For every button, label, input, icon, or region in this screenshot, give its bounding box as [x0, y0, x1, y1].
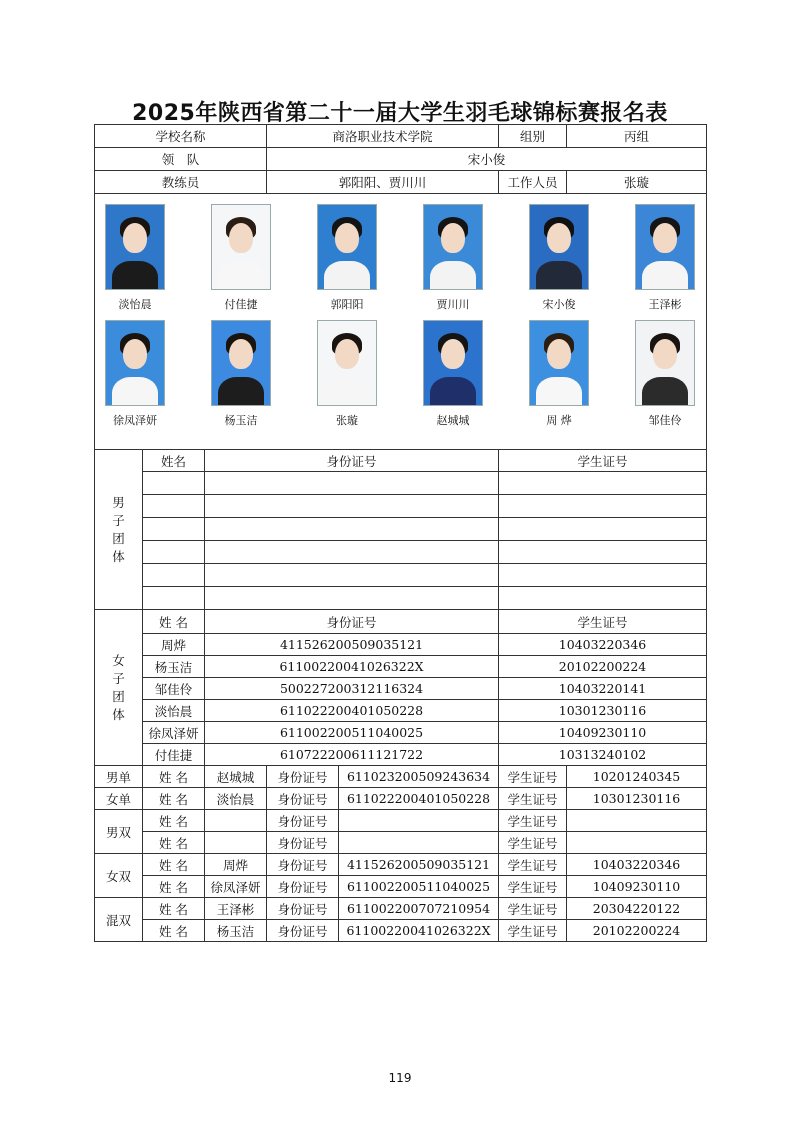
player-student-number: 20102200224: [567, 920, 707, 942]
id-label: 身份证号: [267, 832, 339, 854]
empty-sid-cell: [499, 587, 707, 610]
player-photo: [317, 204, 377, 312]
staff-value: 张璇: [567, 171, 707, 194]
group-value: 丙组: [567, 125, 707, 148]
photo-caption: 周 烨: [546, 414, 572, 427]
player-id-number: 61100220041026322X: [339, 920, 499, 942]
portrait-image: [423, 204, 483, 290]
event-label: 混双: [95, 898, 143, 942]
player-student-number: 10301230116: [499, 700, 707, 722]
id-label: 身份证号: [267, 766, 339, 788]
player-id-number: 61100220041026322X: [205, 656, 499, 678]
page-title: 2025年陕西省第二十一届大学生羽毛球锦标赛报名表: [132, 101, 668, 126]
portrait-image: [105, 204, 165, 290]
event-label: 女双: [95, 854, 143, 898]
women-team-header-row: [95, 610, 707, 634]
empty-sid-cell: [499, 564, 707, 587]
name-label: 姓 名: [143, 920, 205, 942]
col-header-id: 身份证号: [205, 610, 499, 634]
portrait-image: [105, 320, 165, 406]
sid-label: 学生证号: [499, 876, 567, 898]
player-student-number: 10403220141: [499, 678, 707, 700]
empty-id-cell: [205, 518, 499, 541]
table-row: [95, 541, 707, 564]
empty-sid-cell: [499, 495, 707, 518]
player-photo: [211, 204, 271, 312]
player-name: 周烨: [205, 854, 267, 876]
table-row: [95, 744, 707, 766]
sid-label: 学生证号: [499, 920, 567, 942]
player-student-number: 10301230116: [567, 788, 707, 810]
event-row: [95, 766, 707, 788]
player-id-number: 611002200707210954: [339, 898, 499, 920]
player-name: 淡怡晨: [205, 788, 267, 810]
table-row: [95, 634, 707, 656]
player-name: 王泽彬: [205, 898, 267, 920]
photo-caption: 邹佳伶: [648, 414, 682, 427]
player-id-number: 411526200509035121: [205, 634, 499, 656]
player-student-number: 10403220346: [499, 634, 707, 656]
event-row: [95, 832, 707, 854]
name-label: 姓 名: [143, 788, 205, 810]
player-photo: [317, 320, 377, 428]
table-row: [95, 656, 707, 678]
name-label: 姓 名: [143, 898, 205, 920]
player-student-number: 10409230110: [499, 722, 707, 744]
player-photo: [423, 320, 483, 428]
sid-label: 学生证号: [499, 810, 567, 832]
table-row: [95, 564, 707, 587]
empty-name-cell: [143, 541, 205, 564]
event-row: [95, 876, 707, 898]
event-label: 女单: [95, 788, 143, 810]
col-header-sid: 学生证号: [499, 450, 707, 472]
player-name: 杨玉洁: [143, 656, 205, 678]
group-label: 组别: [499, 125, 567, 148]
player-id-number: 500227200312116324: [205, 678, 499, 700]
registration-form: [94, 124, 707, 942]
player-photo: [211, 320, 271, 428]
portrait-image: [317, 204, 377, 290]
empty-name-cell: [143, 564, 205, 587]
men-team-header-row: [95, 450, 707, 472]
player-name: 杨玉洁: [205, 920, 267, 942]
event-row: [95, 810, 707, 832]
coach-row: [95, 171, 707, 194]
id-label: 身份证号: [267, 876, 339, 898]
player-photo: [529, 204, 589, 312]
event-row: [95, 854, 707, 876]
photo-caption: 贾川川: [436, 298, 470, 311]
player-id-number: 611022200401050228: [339, 788, 499, 810]
photo-caption: 宋小俊: [542, 298, 576, 311]
player-student-number: 10403220346: [567, 854, 707, 876]
sid-label: 学生证号: [499, 898, 567, 920]
men-team-label: 男子团体: [95, 450, 143, 610]
school-label: 学校名称: [95, 125, 267, 148]
player-photo: [635, 204, 695, 312]
sid-label: 学生证号: [499, 832, 567, 854]
player-photo: [105, 320, 165, 428]
player-name: [205, 810, 267, 832]
player-photo: [423, 204, 483, 312]
portrait-image: [529, 204, 589, 290]
page-number: 119: [388, 1071, 412, 1085]
name-label: 姓 名: [143, 766, 205, 788]
school-value: 商洛职业技术学院: [267, 125, 499, 148]
empty-id-cell: [205, 564, 499, 587]
player-id-number: 611002200511040025: [205, 722, 499, 744]
id-label: 身份证号: [267, 854, 339, 876]
player-id-number: 611002200511040025: [339, 876, 499, 898]
empty-name-cell: [143, 495, 205, 518]
portrait-image: [635, 204, 695, 290]
player-student-number: [567, 832, 707, 854]
player-id-number: [339, 810, 499, 832]
player-id-number: 610722200611121722: [205, 744, 499, 766]
photo-caption: 郭阳阳: [330, 298, 364, 311]
photo-row: [95, 194, 707, 450]
col-header-id: 身份证号: [205, 450, 499, 472]
leader-label: 领 队: [95, 148, 267, 171]
player-student-number: 20304220122: [567, 898, 707, 920]
table-row: [95, 518, 707, 541]
player-name: 淡怡晨: [143, 700, 205, 722]
photo-caption: 徐凤泽妍: [113, 414, 157, 427]
portrait-image: [423, 320, 483, 406]
event-label: 男双: [95, 810, 143, 854]
table-row: [95, 587, 707, 610]
empty-id-cell: [205, 541, 499, 564]
table-row: [95, 722, 707, 744]
player-id-number: 611022200401050228: [205, 700, 499, 722]
photo-caption: 付佳捷: [224, 298, 258, 311]
event-row: [95, 788, 707, 810]
women-team-label: 女子团体: [95, 610, 143, 766]
event-label: 男单: [95, 766, 143, 788]
player-student-number: [567, 810, 707, 832]
col-header-sid: 学生证号: [499, 610, 707, 634]
player-name: [205, 832, 267, 854]
photo-caption: 张璇: [336, 414, 358, 427]
photo-caption: 赵城城: [436, 414, 470, 427]
event-row: [95, 898, 707, 920]
id-label: 身份证号: [267, 920, 339, 942]
player-student-number: 10201240345: [567, 766, 707, 788]
table-row: [95, 678, 707, 700]
name-label: 姓 名: [143, 876, 205, 898]
photo-caption: 王泽彬: [648, 298, 682, 311]
player-photo: [105, 204, 165, 312]
id-label: 身份证号: [267, 810, 339, 832]
sid-label: 学生证号: [499, 854, 567, 876]
empty-name-cell: [143, 472, 205, 495]
leader-value: 宋小俊: [267, 148, 707, 171]
player-name: 付佳捷: [143, 744, 205, 766]
name-label: 姓 名: [143, 832, 205, 854]
table-row: [95, 472, 707, 495]
table-row: [95, 495, 707, 518]
table-row: [95, 700, 707, 722]
portrait-image: [529, 320, 589, 406]
sid-label: 学生证号: [499, 766, 567, 788]
player-id-number: 611023200509243634: [339, 766, 499, 788]
player-name: 赵城城: [205, 766, 267, 788]
player-id-number: [339, 832, 499, 854]
coach-value: 郭阳阳、贾川川: [267, 171, 499, 194]
empty-id-cell: [205, 472, 499, 495]
player-student-number: 10409230110: [567, 876, 707, 898]
player-student-number: 20102200224: [499, 656, 707, 678]
player-name: 邹佳伶: [143, 678, 205, 700]
empty-sid-cell: [499, 472, 707, 495]
portrait-image: [635, 320, 695, 406]
staff-label: 工作人员: [499, 171, 567, 194]
sid-label: 学生证号: [499, 788, 567, 810]
coach-label: 教练员: [95, 171, 267, 194]
empty-name-cell: [143, 587, 205, 610]
portrait-image: [317, 320, 377, 406]
player-name: 徐凤泽妍: [143, 722, 205, 744]
col-header-name: 姓名: [143, 450, 205, 472]
empty-sid-cell: [499, 541, 707, 564]
name-label: 姓 名: [143, 854, 205, 876]
col-header-name: 姓 名: [143, 610, 205, 634]
leader-row: [95, 148, 707, 171]
school-row: [95, 125, 707, 148]
empty-id-cell: [205, 587, 499, 610]
empty-sid-cell: [499, 518, 707, 541]
empty-name-cell: [143, 518, 205, 541]
player-photo: [529, 320, 589, 428]
portrait-image: [211, 320, 271, 406]
event-row: [95, 920, 707, 942]
player-name: 周烨: [143, 634, 205, 656]
player-photo: [635, 320, 695, 428]
name-label: 姓 名: [143, 810, 205, 832]
player-name: 徐凤泽妍: [205, 876, 267, 898]
photo-gallery: [95, 194, 706, 446]
photo-caption: 杨玉洁: [224, 414, 258, 427]
empty-id-cell: [205, 495, 499, 518]
photo-caption: 淡怡晨: [118, 298, 152, 311]
id-label: 身份证号: [267, 788, 339, 810]
id-label: 身份证号: [267, 898, 339, 920]
player-id-number: 411526200509035121: [339, 854, 499, 876]
portrait-image: [211, 204, 271, 290]
player-student-number: 10313240102: [499, 744, 707, 766]
